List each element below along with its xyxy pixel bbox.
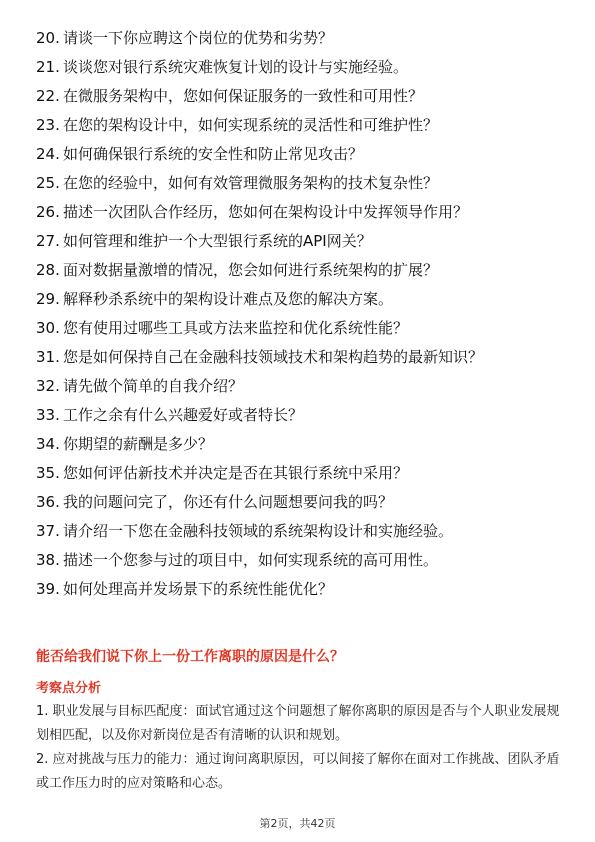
question-number: 33.: [36, 406, 60, 424]
question-item: [36, 140, 576, 169]
question-item: [36, 314, 576, 343]
question-number: 26.: [36, 203, 60, 221]
question-number: 27.: [36, 232, 60, 250]
question-item: [36, 488, 576, 517]
question-item: [36, 169, 576, 198]
question-text: 在微服务架构中，您如何保证服务的一致性和可用性？: [63, 87, 424, 105]
analysis-point: 1. 职业发展与目标匹配度：面试官通过这个问题想了解你离职的原因是否与个人职业发展规划相匹配，以及你对新岗位是否有清晰的认识和规划。: [36, 704, 560, 743]
question-number: 38.: [36, 551, 60, 569]
question-number: 25.: [36, 174, 60, 192]
question-text: 如何处理高并发场景下的系统性能优化？: [63, 580, 334, 598]
question-number: 28.: [36, 261, 60, 279]
question-number: 20.: [36, 29, 60, 47]
question-text: 您是如何保持自己在金融科技领域技术和架构趋势的最新知识？: [63, 348, 484, 366]
question-text: 谈谈您对银行系统灾难恢复计划的设计与实施经验。: [63, 58, 409, 76]
question-text: 工作之余有什么兴趣爱好或者特长？: [63, 406, 304, 424]
question-number: 37.: [36, 522, 60, 540]
question-number: 24.: [36, 145, 60, 163]
question-text: 请先做个简单的自我介绍？: [63, 377, 244, 395]
question-number: 23.: [36, 116, 60, 134]
question-text: 描述一次团队合作经历，您如何在架构设计中发挥领导作用？: [63, 203, 469, 221]
question-item: [36, 24, 576, 53]
question-item: [36, 256, 576, 285]
analysis-heading: 考察点分析: [36, 681, 102, 696]
question-item: [36, 430, 576, 459]
question-text: 在您的架构设计中，如何实现系统的灵活性和可维护性？: [63, 116, 439, 134]
question-item: [36, 227, 576, 256]
question-number: 30.: [36, 319, 60, 337]
question-item: [36, 517, 576, 546]
question-text: 你期望的薪酬是多少？: [63, 435, 214, 453]
question-number: 29.: [36, 290, 60, 308]
question-text: 我的问题问完了，你还有什么问题想要问我的吗？: [63, 493, 394, 511]
question-text: 如何管理和维护一个大型银行系统的API网关？: [63, 232, 372, 250]
question-text: 面对数据量激增的情况，您会如何进行系统架构的扩展？: [63, 261, 439, 279]
question-item: [36, 53, 576, 82]
page-footer: 第2页，共42页: [259, 817, 336, 830]
question-item: [36, 343, 576, 372]
question-item: [36, 111, 576, 140]
question-number: 35.: [36, 464, 60, 482]
question-list: [36, 24, 576, 604]
analysis-body: [36, 700, 563, 796]
question-item: [36, 401, 576, 430]
question-number: 31.: [36, 348, 60, 366]
question-text: 解释秒杀系统中的架构设计难点及您的解决方案。: [63, 290, 394, 308]
question-number: 32.: [36, 377, 60, 395]
question-number: 22.: [36, 87, 60, 105]
question-item: [36, 546, 576, 575]
question-text: 描述一个您参与过的项目中，如何实现系统的高可用性。: [63, 551, 439, 569]
question-item: [36, 285, 576, 314]
analysis-point: 2. 应对挑战与压力的能力：通过询问离职原因，可以间接了解你在面对工作挑战、团队矛盾或工作压力时的应对策略和心态。: [36, 752, 560, 791]
question-item: [36, 82, 576, 111]
question-text: 请谈一下你应聘这个岗位的优势和劣势？: [63, 29, 334, 47]
question-item: [36, 372, 576, 401]
featured-question: 能否给我们说下你上一份工作离职的原因是什么？: [36, 649, 344, 665]
question-number: 21.: [36, 58, 60, 76]
question-number: 36.: [36, 493, 60, 511]
question-text: 如何确保银行系统的安全性和防止常见攻击？: [63, 145, 364, 163]
question-item: [36, 198, 576, 227]
question-number: 34.: [36, 435, 60, 453]
question-text: 您有使用过哪些工具或方法来监控和优化系统性能？: [63, 319, 409, 337]
question-text: 您如何评估新技术并决定是否在其银行系统中采用？: [63, 464, 409, 482]
question-text: 请介绍一下您在金融科技领域的系统架构设计和实施经验。: [63, 522, 454, 540]
question-text: 在您的经验中，如何有效管理微服务架构的技术复杂性？: [63, 174, 439, 192]
question-item: [36, 459, 576, 488]
question-item: [36, 575, 576, 604]
question-number: 39.: [36, 580, 60, 598]
